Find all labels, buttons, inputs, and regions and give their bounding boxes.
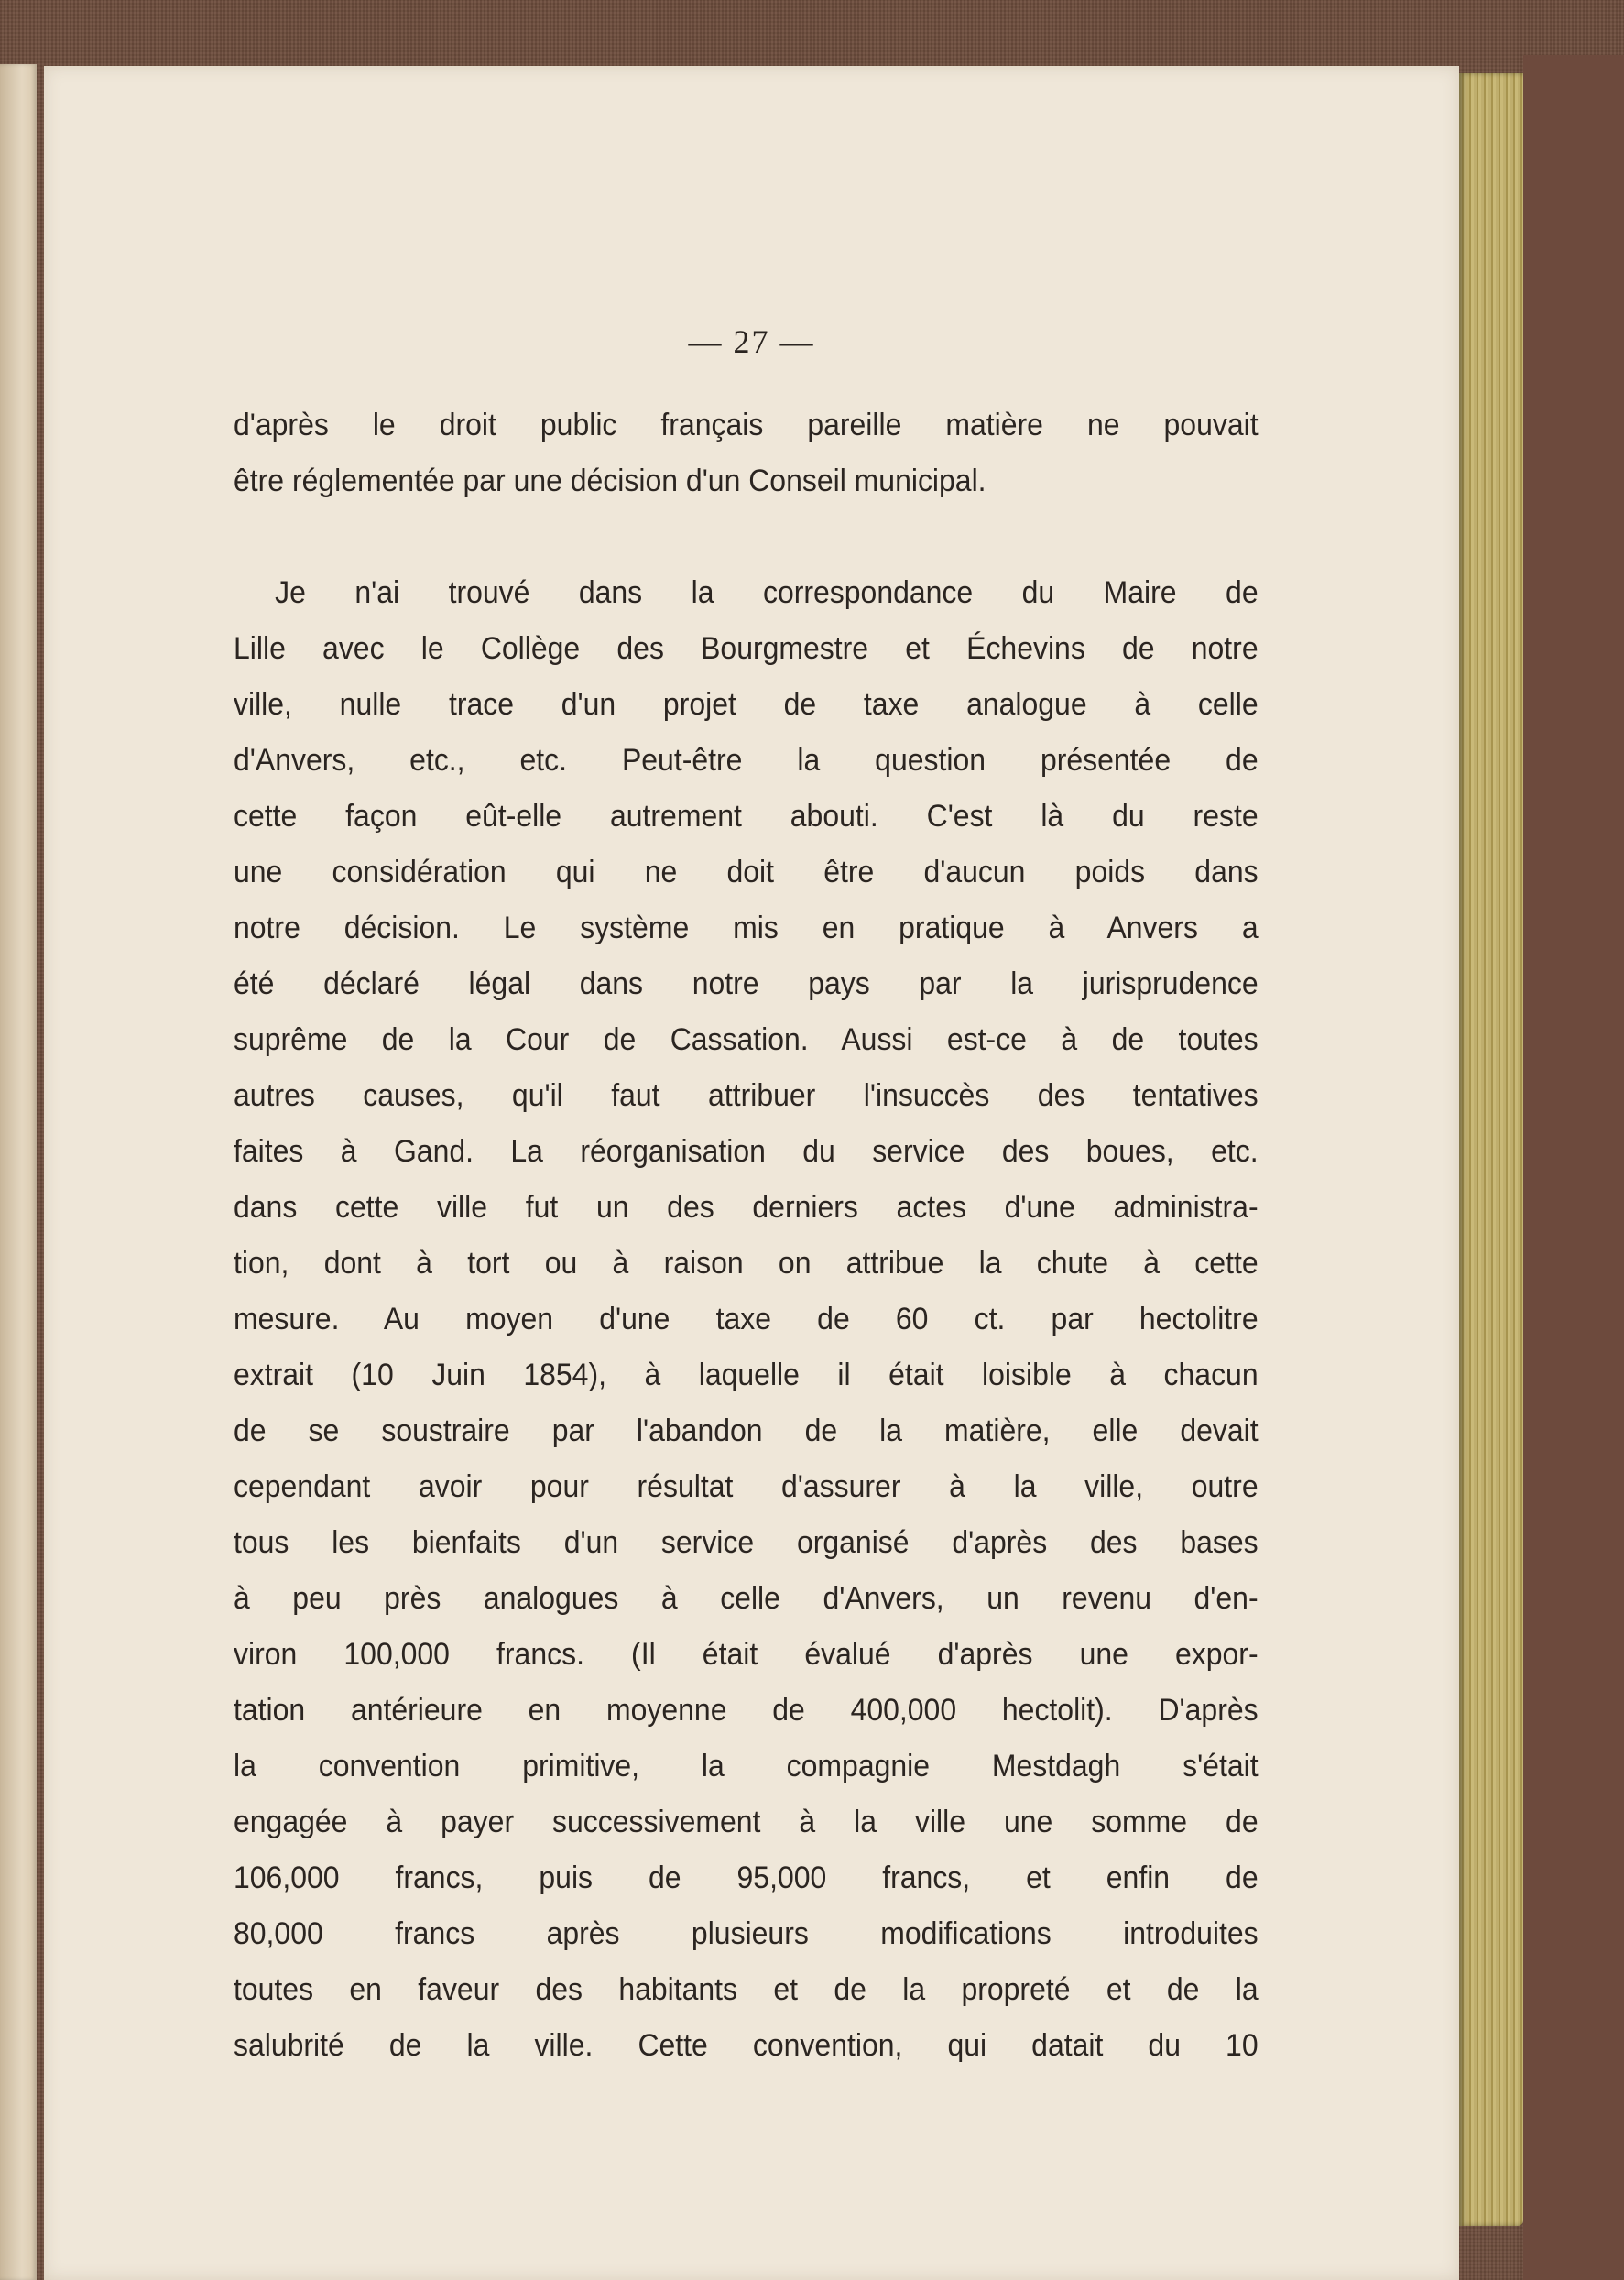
text-line: tation antérieure en moyenne de 400,000 hectolit). D'après: [234, 1693, 1259, 1728]
text-line: d'Anvers, etc., etc. Peut-être la question présentée de: [234, 743, 1259, 778]
text-line: de se soustraire par l'abandon de la matière, elle devait: [234, 1413, 1259, 1448]
text-line: tous les bienfaits d'un service organisé d'après des bases: [234, 1525, 1259, 1560]
page-number: — 27 —: [688, 323, 815, 360]
text-line: cette façon eût-elle autrement abouti. C'est là du reste: [234, 799, 1259, 834]
text-line: extrait (10 Juin 1854), à laquelle il était loisible à chacun: [234, 1358, 1259, 1392]
text-line: être réglementée par une décision d'un Conseil municipal.: [234, 464, 986, 498]
text-line: 80,000 francs après plusieurs modifications introduites: [234, 1916, 1259, 1951]
text-line: Lille avec le Collège des Bourgmestre et Échevins de notre: [234, 631, 1259, 666]
text-line: mesure. Au moyen d'une taxe de 60 ct. par hectolitre: [234, 1302, 1259, 1336]
paragraph-gap: [234, 509, 1198, 565]
facing-page-edge: [0, 64, 37, 2280]
text-line: d'après le droit public français pareille matière ne pouvait: [234, 408, 1259, 442]
book-page: [44, 66, 1459, 2280]
text-line: tion, dont à tort ou à raison on attribue la chute à cette: [234, 1246, 1259, 1281]
text-line: viron 100,000 francs. (Il était évalué d'après une expor-: [234, 1637, 1259, 1672]
text-line: engagée à payer successivement à la ville une somme de: [234, 1805, 1259, 1839]
body-text: [234, 398, 1259, 2074]
book-cover: [1523, 55, 1624, 2280]
text-line: toutes en faveur des habitants et de la propreté et de la: [234, 1972, 1259, 2007]
text-line: la convention primitive, la compagnie Mestdagh s'était: [234, 1749, 1259, 1784]
text-line: dans cette ville fut un des derniers actes d'une administra-: [234, 1190, 1259, 1225]
text-line: cependant avoir pour résultat d'assurer à la ville, outre: [234, 1469, 1259, 1504]
text-line: salubrité de la ville. Cette convention, qui datait du 10: [234, 2028, 1259, 2063]
text-line: notre décision. Le système mis en pratique à Anvers a: [234, 911, 1259, 945]
text-line: une considération qui ne doit être d'aucun poids dans: [234, 855, 1259, 889]
text-line: autres causes, qu'il faut attribuer l'insuccès des tentatives: [234, 1078, 1259, 1113]
text-line: 106,000 francs, puis de 95,000 francs, et enfin de: [234, 1860, 1259, 1895]
text-line: Je n'ai trouvé dans la correspondance du Maire de: [275, 575, 1259, 610]
text-line: été déclaré légal dans notre pays par la jurisprudence: [234, 966, 1259, 1001]
text-line: faites à Gand. La réorganisation du service des boues, etc.: [234, 1134, 1259, 1169]
text-line: à peu près analogues à celle d'Anvers, un revenu d'en-: [234, 1581, 1259, 1616]
text-line: suprême de la Cour de Cassation. Aussi est-ce à de toutes: [234, 1022, 1259, 1057]
page-block-edge: [1459, 73, 1523, 2226]
text-line: ville, nulle trace d'un projet de taxe analogue à celle: [234, 687, 1259, 722]
